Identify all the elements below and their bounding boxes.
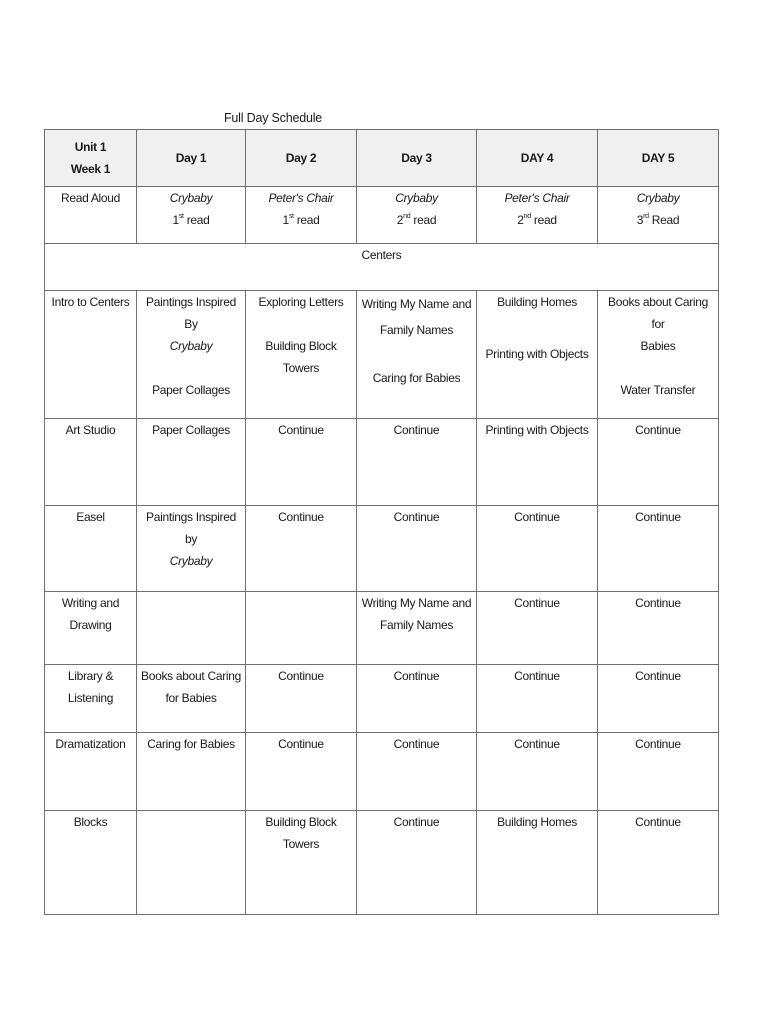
schedule-table <box>44 129 719 915</box>
schedule-cell: Continue <box>598 733 719 811</box>
schedule-cell: Continue <box>477 506 598 592</box>
activity-text: Paintings Inspired by <box>146 510 236 546</box>
schedule-cell <box>246 187 357 244</box>
header-row <box>45 130 719 187</box>
activity-text: for Babies <box>165 691 217 705</box>
schedule-cell: Continue <box>598 506 719 592</box>
week-label: Week 1 <box>70 162 111 176</box>
schedule-cell: Continue <box>598 419 719 506</box>
activity-text: Building Block Towers <box>265 339 337 375</box>
activity-text: Books about Caring for <box>608 295 708 331</box>
read-count: 2nd read <box>396 213 437 227</box>
unit-label: Unit 1 <box>74 140 107 154</box>
table-row-art-studio <box>45 419 719 506</box>
schedule-cell: Continue <box>246 419 357 506</box>
book-title: Peter's Chair <box>504 191 570 205</box>
activity-text: Books about Caring <box>141 669 241 683</box>
row-label: Intro to Centers <box>45 291 137 419</box>
schedule-cell: Printing with Objects <box>477 419 598 506</box>
day-header: DAY 5 <box>598 130 719 187</box>
schedule-cell: Paper Collages <box>137 419 246 506</box>
schedule-cell: Continue <box>477 733 598 811</box>
activity-text: Printing with Objects <box>485 347 589 361</box>
schedule-cell: Continue <box>477 592 598 665</box>
book-title: Crybaby <box>395 191 438 205</box>
schedule-cell: Continue <box>246 665 357 733</box>
schedule-cell: Continue <box>246 733 357 811</box>
book-title: Crybaby <box>169 339 213 353</box>
schedule-cell: Building Block Towers <box>246 811 357 915</box>
day-header: Day 3 <box>357 130 477 187</box>
schedule-cell: Continue <box>357 506 477 592</box>
schedule-cell <box>477 187 598 244</box>
book-title: Crybaby <box>636 191 680 205</box>
schedule-cell: Continue <box>357 419 477 506</box>
schedule-cell: Continue <box>357 665 477 733</box>
row-label: Dramatization <box>45 733 137 811</box>
schedule-cell: Continue <box>598 592 719 665</box>
centers-banner: Centers <box>45 244 719 291</box>
schedule-cell <box>137 665 246 733</box>
table-row-writing-and-drawing <box>45 592 719 665</box>
schedule-cell: Building Homes <box>477 811 598 915</box>
day-header: DAY 4 <box>477 130 598 187</box>
schedule-cell: Continue <box>357 811 477 915</box>
activity-text: Caring for Babies <box>372 371 461 385</box>
table-row-blocks <box>45 811 719 915</box>
schedule-cell <box>357 187 477 244</box>
row-label: Art Studio <box>45 419 137 506</box>
book-title: Crybaby <box>169 191 213 205</box>
activity-text: Building Homes <box>497 295 577 309</box>
schedule-cell: Continue <box>598 811 719 915</box>
table-row-read-aloud <box>45 187 719 244</box>
read-count: 1st read <box>172 213 210 227</box>
row-label: Easel <box>45 506 137 592</box>
schedule-cell: Continue <box>357 733 477 811</box>
book-title: Peter's Chair <box>268 191 334 205</box>
activity-text: Family Names <box>379 323 454 337</box>
schedule-cell <box>598 291 719 419</box>
activity-text: Family Names <box>379 618 454 632</box>
activity-text: Exploring Letters <box>258 295 344 309</box>
schedule-cell <box>137 506 246 592</box>
activity-text: Paintings Inspired By <box>146 295 236 331</box>
schedule-cell <box>357 592 477 665</box>
schedule-cell <box>598 187 719 244</box>
table-row-centers <box>45 244 719 291</box>
activity-text: Water Transfer <box>620 383 696 397</box>
activity-text: Writing My Name and <box>361 596 472 610</box>
schedule-cell: Continue <box>598 665 719 733</box>
schedule-cell <box>137 187 246 244</box>
schedule-cell: Continue <box>246 506 357 592</box>
schedule-cell <box>477 291 598 419</box>
document-title: Full Day Schedule <box>224 111 323 125</box>
schedule-cell: Caring for Babies <box>137 733 246 811</box>
book-title: Crybaby <box>169 554 213 568</box>
table-row-dramatization <box>45 733 719 811</box>
activity-text: Paper Collages <box>152 383 230 397</box>
activity-text: Writing My Name and <box>361 297 472 311</box>
row-label: Writing and Drawing <box>45 592 137 665</box>
unit-week-header <box>45 130 137 187</box>
table-row-intro-to-centers <box>45 291 719 419</box>
schedule-cell-empty <box>137 592 246 665</box>
read-count: 1st read <box>282 213 320 227</box>
schedule-cell <box>137 291 246 419</box>
activity-text: Babies <box>640 339 676 353</box>
schedule-cell: Continue <box>477 665 598 733</box>
table-row-easel <box>45 506 719 592</box>
table-row-library-listening <box>45 665 719 733</box>
read-count: 3rd Read <box>636 213 680 227</box>
row-label: Read Aloud <box>45 187 137 244</box>
schedule-cell-empty <box>137 811 246 915</box>
schedule-cell <box>246 291 357 419</box>
row-label: Blocks <box>45 811 137 915</box>
day-header: Day 2 <box>246 130 357 187</box>
row-label: Library & Listening <box>45 665 137 733</box>
schedule-cell <box>357 291 477 419</box>
read-count: 2nd read <box>517 213 557 227</box>
schedule-cell-empty <box>246 592 357 665</box>
day-header: Day 1 <box>137 130 246 187</box>
